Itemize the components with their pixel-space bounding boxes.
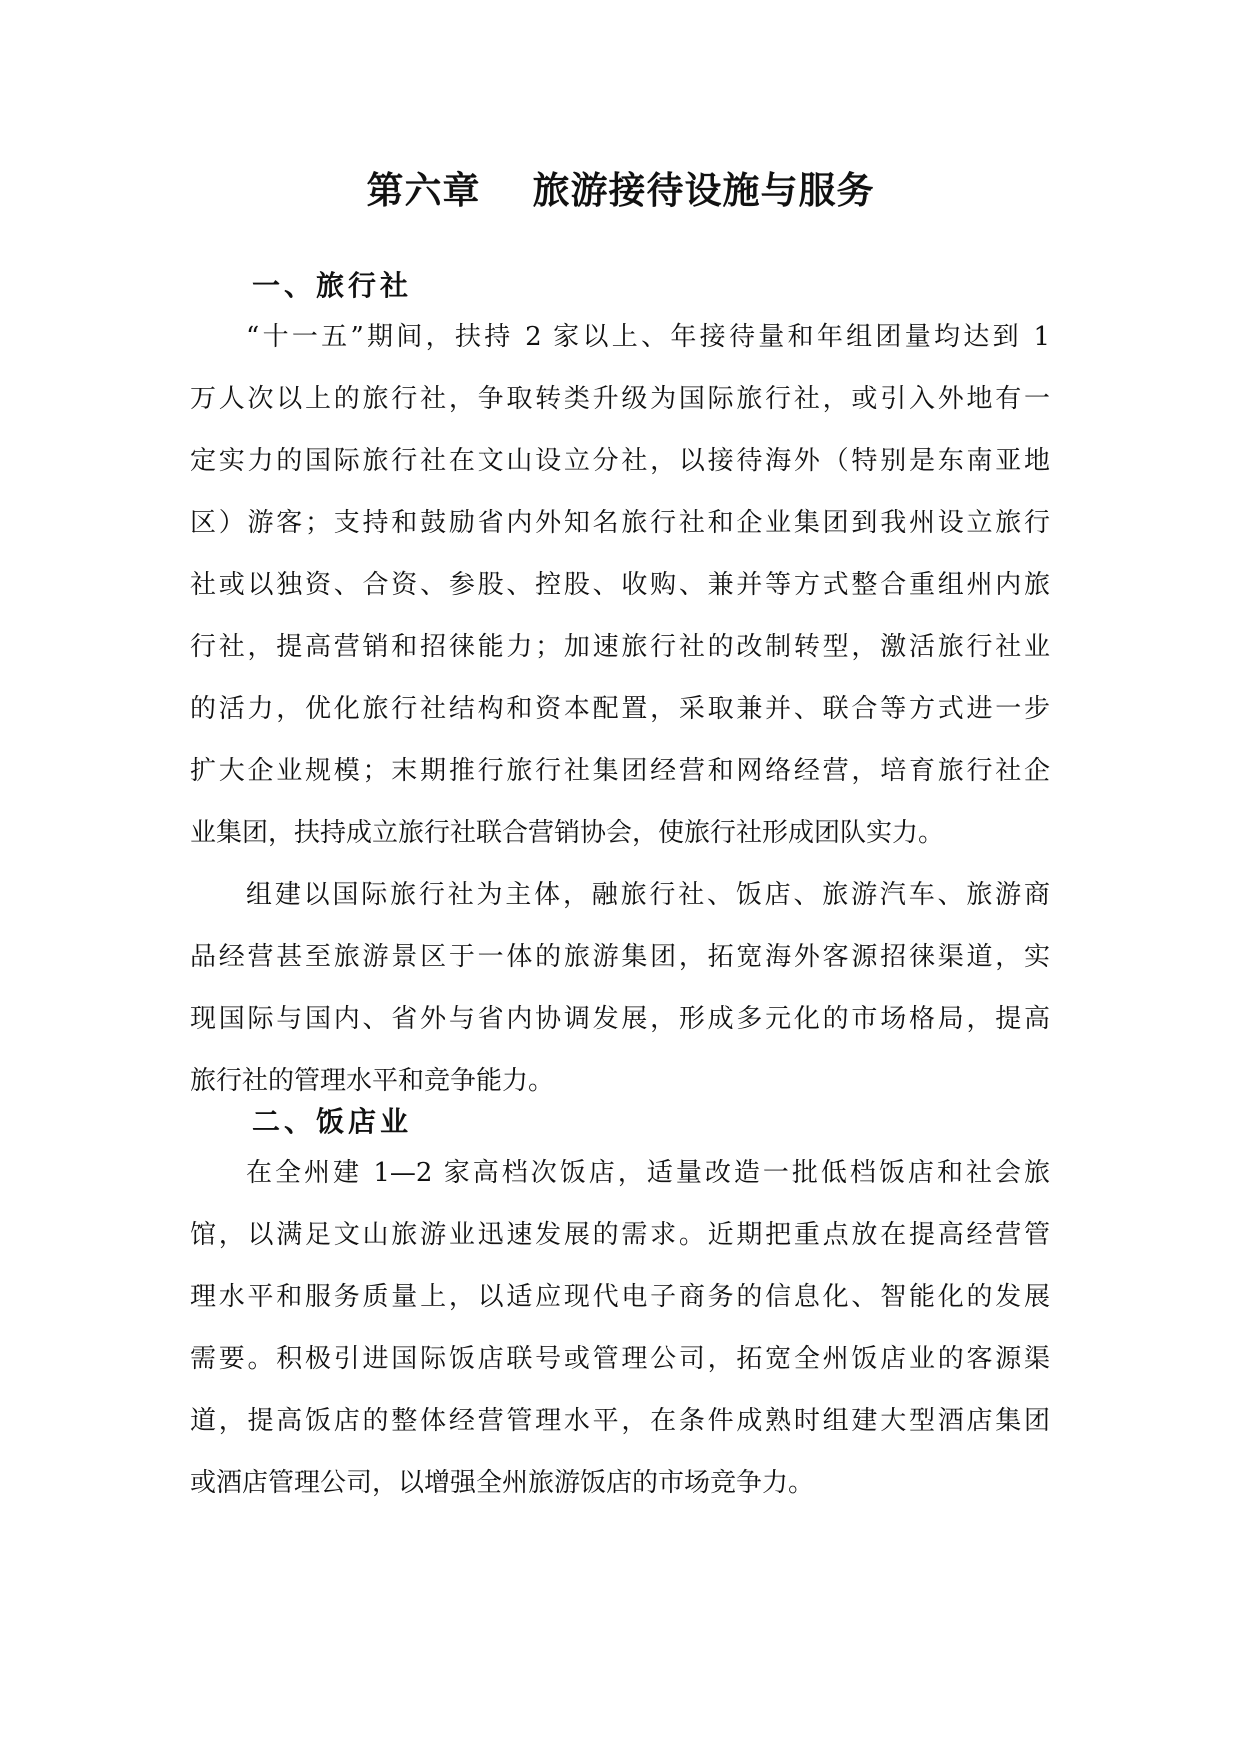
chapter-title-text: 旅游接待设施与服务 bbox=[532, 168, 875, 212]
chapter-label: 第六章 bbox=[366, 168, 481, 212]
text-line: 的活力，优化旅行社结构和资本配置，采取兼并、联合等方式进一步 bbox=[190, 694, 1050, 724]
paragraph bbox=[190, 1142, 1050, 1514]
text-line: 理水平和服务质量上，以适应现代电子商务的信息化、智能化的发展 bbox=[190, 1282, 1050, 1312]
text-line: 在全州建 1—2 家高档次饭店，适量改造一批低档饭店和社会旅 bbox=[246, 1158, 1050, 1188]
text-line: 万人次以上的旅行社，争取转类升级为国际旅行社，或引入外地有一 bbox=[190, 384, 1050, 414]
text-line: 组建以国际旅行社为主体，融旅行社、饭店、旅游汽车、旅游商 bbox=[246, 880, 1050, 910]
text-line: 现国际与国内、省外与省内协调发展，形成多元化的市场格局，提高 bbox=[190, 1004, 1050, 1034]
text-line: 或酒店管理公司，以增强全州旅游饭店的市场竞争力。 bbox=[190, 1468, 815, 1498]
paragraph bbox=[190, 306, 1050, 864]
text-line: 品经营甚至旅游景区于一体的旅游集团，拓宽海外客源招徕渠道，实 bbox=[190, 942, 1050, 972]
section-heading-hotel-industry: 二、饭店业 bbox=[252, 1105, 413, 1138]
text-line: 行社，提高营销和招徕能力；加速旅行社的改制转型，激活旅行社业 bbox=[190, 632, 1050, 662]
text-line: 馆，以满足文山旅游业迅速发展的需求。近期把重点放在提高经营管 bbox=[190, 1220, 1050, 1250]
paragraph bbox=[190, 864, 1050, 1112]
text-line: 道，提高饭店的整体经营管理水平，在条件成熟时组建大型酒店集团 bbox=[190, 1406, 1050, 1436]
text-line: 定实力的国际旅行社在文山设立分社，以接待海外（特别是东南亚地 bbox=[190, 446, 1050, 476]
text-line: 区）游客；支持和鼓励省内外知名旅行社和企业集团到我州设立旅行 bbox=[190, 508, 1050, 538]
text-line: 社或以独资、合资、参股、控股、收购、兼并等方式整合重组州内旅 bbox=[190, 570, 1050, 600]
section-heading-travel-agency: 一、旅行社 bbox=[252, 269, 413, 302]
text-line: 业集团，扶持成立旅行社联合营销协会，使旅行社形成团队实力。 bbox=[190, 818, 945, 848]
chapter-title bbox=[0, 160, 1241, 214]
text-line: “十一五”期间，扶持 2 家以上、年接待量和年组团量均达到 1 bbox=[246, 322, 1050, 352]
text-line: 需要。积极引进国际饭店联号或管理公司，拓宽全州饭店业的客源渠 bbox=[190, 1344, 1050, 1374]
text-line: 扩大企业规模；末期推行旅行社集团经营和网络经营，培育旅行社企 bbox=[190, 756, 1050, 786]
text-line: 旅行社的管理水平和竞争能力。 bbox=[190, 1066, 555, 1096]
